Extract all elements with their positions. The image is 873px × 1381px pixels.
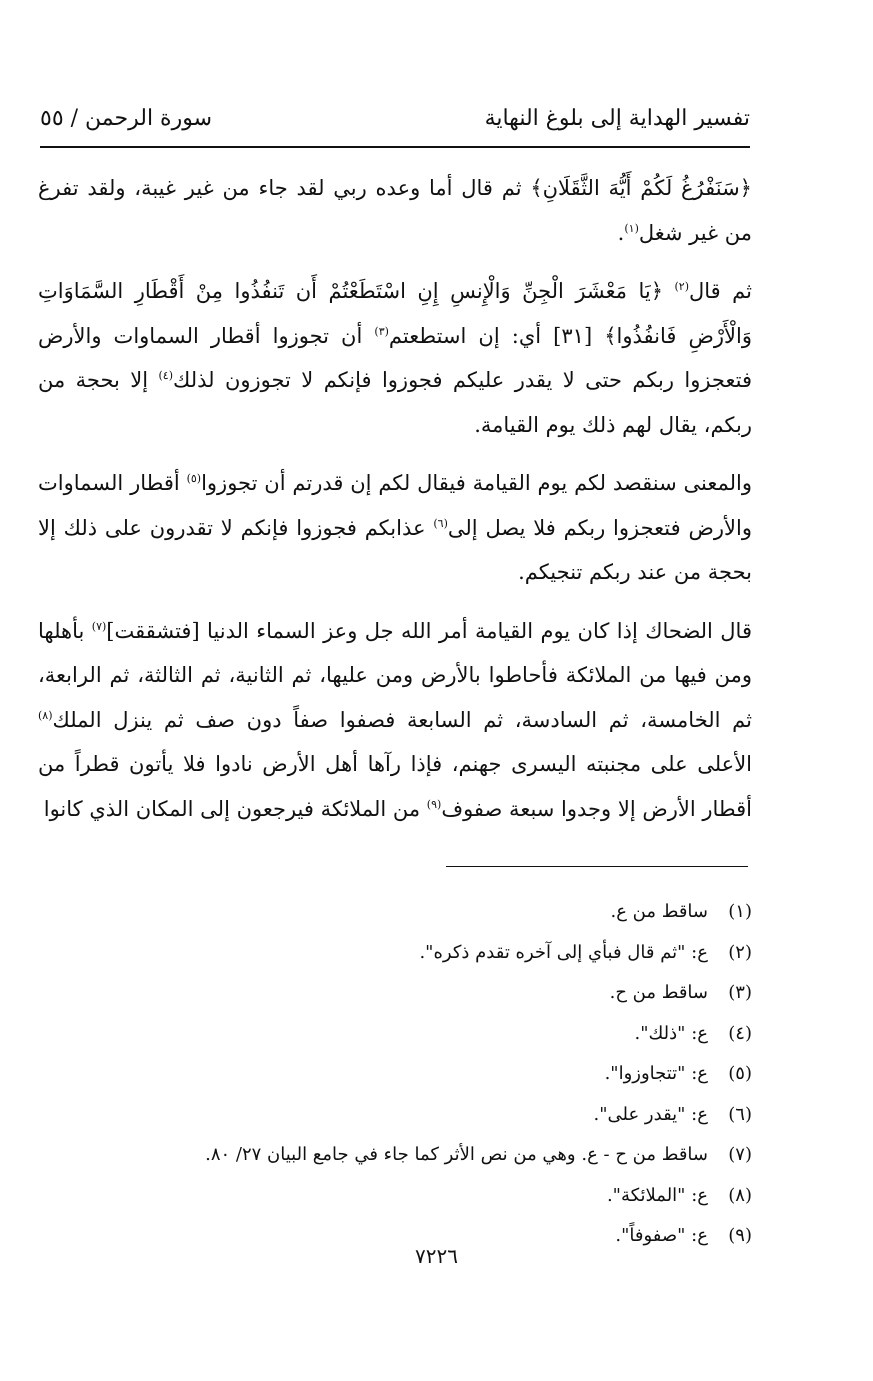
paragraph-3 (38, 461, 752, 595)
footnote-ref: (١) (624, 221, 639, 235)
paragraph-text: ثم قال أما وعده ربي لقد جاء من غير غيبة، ولقد تفرغ من غير شغل (38, 176, 752, 245)
footnote-item (120, 1135, 752, 1176)
footnote-text: ساقط من ع. (610, 901, 708, 922)
paragraph-text: من الملائكة فيرجعون إلى المكان الذي كانوا (43, 796, 427, 821)
footnote-ref: (٦) (433, 516, 448, 530)
paragraph-text: [٣١] أي: إن استطعتم (388, 323, 605, 348)
paragraph-text: الأعلى على مجنبته اليسرى جهنم، فإذا رآها أهل الأرض نادوا فلا يأتون قطراً من أقطار الأرض إلا وجدوا سبعة صفوف (38, 752, 752, 821)
footnote-number: (٤) (728, 1022, 752, 1044)
footnote-ref: (٥) (186, 472, 202, 485)
footnote-text: ع: "الملائكة". (606, 1184, 708, 1206)
footnote-text: ع: "يقدر على". (593, 1103, 708, 1125)
footnote-item (120, 1054, 752, 1095)
footnote-ref: (٣) (374, 324, 389, 338)
footnote-text: ع: "ثم قال فبأي إلى آخره تقدم ذكره". (419, 941, 708, 963)
footnotes (120, 892, 752, 1257)
footnote-item (120, 892, 752, 933)
footnote-item (120, 1176, 752, 1217)
footnote-number: (٦) (728, 1103, 752, 1125)
footnote-ref: (٩) (426, 797, 442, 811)
paragraph-text: والمعنى سنقصد لكم يوم القيامة فيقال لكم إن قدرتم أن تجوزوا (201, 471, 752, 495)
footnote-number: (١) (728, 901, 752, 922)
book-title: تفسير الهداية إلى بلوغ النهاية (484, 106, 750, 131)
page-number: ٧٢٢٦ (415, 1244, 458, 1268)
footnote-ref: (٤) (158, 369, 174, 382)
running-header (40, 106, 750, 142)
footnote-item (120, 973, 752, 1014)
footnote-text: ع: "صفوفاً". (615, 1225, 708, 1246)
footnote-item (120, 1014, 752, 1055)
header-divider (40, 146, 750, 148)
footnote-number: (٩) (728, 1225, 752, 1246)
paragraph-4 (38, 609, 752, 832)
footnote-number: (٨) (728, 1184, 752, 1206)
footnote-text: ساقط من ح. (609, 982, 708, 1003)
footnote-text: ع: "ذلك". (634, 1022, 708, 1044)
paragraph-text: أن تجوزوا أقطار السماوات والأرض فتعجزوا ربكم حتى لا يقدر عليكم فجوزوا فإنكم لا تجوزون لذلك (38, 323, 752, 392)
footnote-number: (٥) (728, 1063, 752, 1084)
footnote-ref: (٧) (91, 619, 107, 633)
paragraph-text: ثم قال (689, 279, 752, 303)
footnote-ref: (٢) (674, 280, 690, 293)
footnote-number: (٣) (728, 982, 752, 1003)
quran-verse: ﴿سَنَفْرُغُ لَكُمْ أَيُّهَ الثَّقَلَانِ﴾ (530, 176, 752, 200)
footnote-divider (446, 866, 748, 867)
paragraph-text: عذابكم فجوزوا فإنكم لا تقدرون على ذلك إلا بحجة من عند ربكم تنجيكم. (38, 515, 752, 584)
paragraph-2 (38, 269, 752, 447)
paragraph-text: أقطار السماوات والأرض فتعجزوا ربكم فلا يصل إلى (38, 471, 752, 540)
footnote-item (120, 933, 752, 974)
paragraph-text: بأهلها ومن فيها من الملائكة فأحاطوا بالأرض ومن عليها، ثم الثانية، ثم الثالثة، ثم الرابعة، ثم الخامسة، ثم السادسة، ثم السابعة فصفوا صفاً دون صف ثم ينزل الملك (38, 618, 752, 732)
paragraph-text: قال الضحاك إذا كان يوم القيامة أمر الله جل وعز السماء الدنيا [فتشققت] (106, 618, 752, 643)
paragraph-text: إلا بحجة من ربكم، يقال لهم ذلك يوم القيامة. (38, 368, 752, 437)
main-text (38, 166, 752, 845)
footnote-text: ساقط من ح - ع. وهي من نص الأثر كما جاء في جامع البيان ٢٧/ ٨٠. (205, 1144, 708, 1165)
footnote-number: (٢) (728, 941, 752, 963)
footnote-ref: (٨) (38, 708, 53, 722)
footnote-item (120, 1095, 752, 1136)
surah-label: سورة الرحمن / ٥٥ (40, 106, 213, 131)
quran-verse: ﴿يَا مَعْشَرَ الْجِنِّ وَالْإِنسِ إِنِ اسْتَطَعْتُمْ أَن تَنفُذُوا مِنْ أَقْطَارِ السَّمَاوَاتِ وَالْأَرْضِ فَانفُذُوا﴾ (38, 279, 752, 348)
footnote-number: (٧) (728, 1144, 752, 1165)
paragraph-1 (38, 166, 752, 255)
footnote-text: ع: "تتجاوزوا". (604, 1063, 708, 1084)
paragraph-text: . (617, 220, 625, 245)
